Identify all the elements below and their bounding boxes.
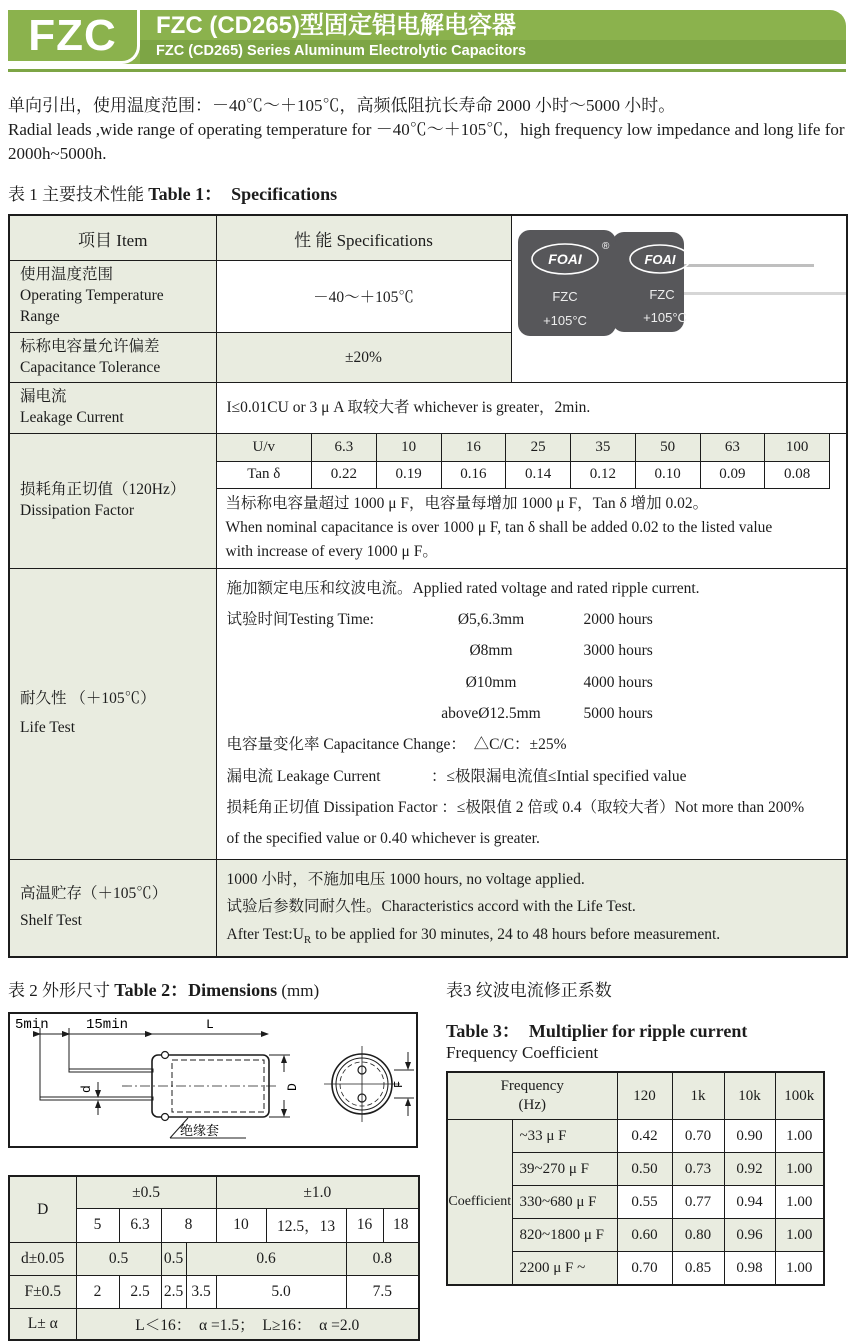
svg-text:L: L <box>206 1017 214 1033</box>
table3-caption-zh: 表3 纹波电流修正系数 <box>446 981 612 1001</box>
dim-header-d: D <box>9 1176 76 1242</box>
table-row: 330~680 μ F 0.55 0.77 0.94 1.00 <box>447 1186 824 1219</box>
dim-tol-05: ±0.5 <box>76 1176 216 1208</box>
row-label-temperature: 使用温度范围 Operating Temperature Range <box>9 260 216 332</box>
table-row: F±0.5 2 2.5 2.5 3.5 5.0 7.5 <box>9 1275 419 1308</box>
table2-column <box>8 976 420 1341</box>
table-row: Frequency (Hz) 120 1k 10k 100k <box>447 1072 824 1120</box>
svg-text:+105°C: +105°C <box>542 312 587 328</box>
dimensions-table <box>8 1175 420 1341</box>
life-test-cell: 施加额定电压和纹波电流。Applied rated voltage and rated ripple current. 试验时间Testing Time: Ø5,6.3mm 2000 hours Ø8mm 3000 hours Ø10mm 4000 hours aboveØ12.5mm 5000 hours 电容量变化率 Capacitance Change： △C/C：±25% 漏电流 Leakage Current ：≤极限漏电流值≤Intial specified value 损耗角正切值 Dissipation Factor ：≤极限值 2 倍或 0.4（取较大者）Not more than 200% of the specified value or 0.40 whichever is greater. <box>216 568 847 859</box>
header-band <box>8 10 846 64</box>
table-row <box>9 859 847 957</box>
table-row: U/v 6.3 10 16 25 35 50 63 100 <box>217 434 830 461</box>
capacitor-left <box>518 230 616 336</box>
table-row: Tan δ 0.22 0.19 0.16 0.14 0.12 0.10 0.09 0.08 <box>217 461 830 488</box>
table-row: 2200 μ F ~ 0.70 0.85 0.98 1.00 <box>447 1252 824 1285</box>
intro-line-en: Radial leads ,wide range of operating temperature for －40℃～＋105℃，high frequency low impedance and long life for 2000h~5000h. <box>8 120 845 164</box>
svg-text:FOAI: FOAI <box>547 250 582 267</box>
uv-header: U/v <box>217 434 312 461</box>
temperature-value: －40～＋105℃ <box>216 260 511 332</box>
header-titles <box>156 12 836 61</box>
page-title: FZC (CD265)型固定铝电解电容器 <box>156 12 517 39</box>
svg-text:15min: 15min <box>86 1017 129 1034</box>
svg-text:FOAI: FOAI <box>643 251 676 267</box>
svg-text:5min: 5min <box>15 1017 49 1034</box>
col-header-item: 项目 Item <box>9 215 216 260</box>
svg-text:FZC: FZC <box>551 288 578 304</box>
table3-column <box>446 976 846 1341</box>
table3-title: Table 3： Multiplier for ripple current <box>446 1021 748 1042</box>
tolerance-value: ±20% <box>216 332 511 383</box>
col-header-spec: 性 能 Specifications <box>216 215 511 260</box>
row-label-tolerance: 标称电容量允许偏差 Capacitance Tolerance <box>9 332 216 383</box>
table-row <box>9 215 847 260</box>
capacitor-right <box>612 232 690 332</box>
dim-tol-10: ±1.0 <box>216 1176 419 1208</box>
tan-header: Tan δ <box>217 461 312 488</box>
table-row: d±0.05 0.5 0.5 0.6 0.8 <box>9 1242 419 1275</box>
table-row <box>9 383 847 434</box>
shelf-test-cell: 1000 小时，不施加电压 1000 hours, no voltage applied. 试验后参数同耐久性。Characteristics accord with the Life Test. After $Test:U_R$ to be applied for 30 minutes, 24 to 48 hours before measurement. <box>216 859 847 957</box>
tan-delta-table <box>217 434 831 489</box>
dim-row-d: d±0.05 <box>9 1242 76 1275</box>
freq-header: Frequency (Hz) <box>447 1072 617 1120</box>
svg-text:+105°C: +105°C <box>642 309 687 325</box>
page-subtitle: FZC (CD265) Series Aluminum Electrolytic Capacitors <box>156 42 527 59</box>
row-label-life-test: 耐久性 （＋105℃） Life Test <box>9 568 216 859</box>
svg-text:F: F <box>392 1081 406 1089</box>
table-row: 5 6.3 8 10 12.5，13 16 18 <box>9 1208 419 1242</box>
table-row <box>9 568 847 859</box>
svg-text:D: D <box>285 1083 300 1092</box>
table1-caption <box>8 180 846 206</box>
row-label-shelf-test: 高温贮存（＋105℃） Shelf Test <box>9 859 216 957</box>
table-row <box>9 1308 419 1340</box>
header-separator-rule <box>8 69 846 72</box>
table1-caption-zh: 表 1 主要技术性能 <box>8 185 144 205</box>
dissipation-cell <box>216 434 847 569</box>
ripple-multiplier-table <box>446 1071 825 1286</box>
table-row <box>9 434 847 569</box>
brand-logo: FZC <box>28 10 117 60</box>
svg-text:绝缘套: 绝缘套 <box>180 1123 220 1139</box>
row-label-leakage: 漏电流 Leakage Current <box>9 383 216 434</box>
capacitor-photo <box>512 227 848 367</box>
dim-row-l: L± α <box>9 1308 76 1340</box>
table3-subtitle: Frequency Coefficient <box>446 1043 599 1063</box>
intro-line-zh: 单向引出，使用温度范围：－40℃～＋105℃，高频低阻抗长寿命 2000 小时～5000 小时。 <box>8 96 676 115</box>
intro-paragraph <box>8 94 846 166</box>
bottom-section <box>8 976 846 1341</box>
dimension-drawing-box <box>8 1012 418 1148</box>
brand-logo-block <box>8 10 140 64</box>
table-row <box>9 1176 419 1208</box>
svg-text:d: d <box>79 1085 94 1094</box>
coefficient-label: Coefficient <box>447 1120 512 1285</box>
registered-mark-icon: ® <box>601 240 609 252</box>
table2-caption: 表 2 外形尺寸 Table 2：Dimensions (mm) <box>8 980 320 1001</box>
table-row: 39~270 μ F 0.50 0.73 0.92 1.00 <box>447 1153 824 1186</box>
dissipation-note: 当标称电容量超过 1000 μ F，电容量每增加 1000 μ F，Tan δ 增加 0.02。 When nominal capacitance is over 1000 μ F, tan δ shall be added 0.02 to the listed value with increase of every 1000 μ F。 <box>225 494 773 560</box>
leakage-value: I≤0.01CU or 3 μ A 取较大者 whichever is greater，2min. <box>216 383 847 434</box>
dim-l-value: L＜16： α =1.5； L≥16： α =2.0 <box>76 1308 419 1340</box>
table-row: 820~1800 μ F 0.60 0.80 0.96 1.00 <box>447 1219 824 1252</box>
capacitor-photo-cell <box>511 215 847 383</box>
table1-caption-en: Table 1： Specifications <box>148 184 338 205</box>
table-row: Coefficient ~33 μ F 0.42 0.70 0.90 1.00 <box>447 1120 824 1153</box>
svg-text:FZC: FZC <box>648 286 675 302</box>
capacitor-dimension-drawing <box>10 1014 416 1146</box>
specifications-table <box>8 214 848 958</box>
row-label-dissipation: 损耗角正切值（120Hz） Dissipation Factor <box>9 434 216 569</box>
dim-row-f: F±0.5 <box>9 1275 76 1308</box>
